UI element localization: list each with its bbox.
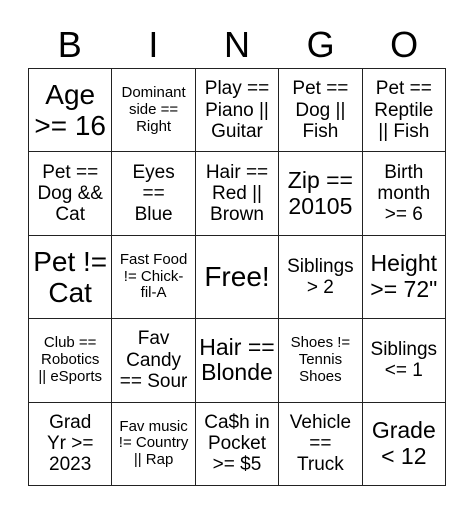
bingo-grid	[28, 68, 446, 486]
bingo-cell-25[interactable]	[363, 403, 446, 486]
bingo-cell-2[interactable]	[112, 69, 195, 152]
cell-text: Ca$h in Pocket >= $5	[204, 411, 270, 476]
cell-text: Hair == Blonde	[199, 333, 275, 386]
cell-text: Zip == 20105	[287, 166, 353, 219]
cell-text: Dominant side == Right	[121, 84, 186, 135]
cell-text: Eyes == Blue	[132, 161, 175, 226]
bingo-cell-5[interactable]	[363, 69, 446, 152]
cell-text: Pet == Dog || Fish	[292, 78, 349, 142]
cell-text: Pet == Dog && Cat	[37, 161, 103, 226]
cell-text: Height >= 72"	[370, 250, 438, 302]
cell-text: Shoes != Tennis Shoes	[290, 334, 351, 385]
cell-text: Fast Food != Chick- fil-A	[119, 250, 188, 302]
bingo-cell-22[interactable]	[112, 403, 195, 486]
bingo-cell-17[interactable]	[112, 319, 195, 402]
bingo-cell-24[interactable]	[279, 403, 362, 486]
bingo-cell-3[interactable]	[196, 69, 279, 152]
bingo-cell-21[interactable]	[29, 403, 112, 486]
cell-text: Siblings <= 1	[370, 339, 438, 382]
cell-text: Siblings > 2	[287, 255, 354, 298]
bingo-cell-9[interactable]	[279, 152, 362, 235]
free-space-cell[interactable]	[196, 236, 279, 319]
cell-text: Pet != Cat	[33, 245, 108, 308]
cell-text: Birth month >= 6	[377, 161, 431, 226]
cell-text: Age >= 16	[34, 78, 107, 142]
bingo-cell-1[interactable]	[29, 69, 112, 152]
cell-text: Vehicle == Truck	[289, 411, 352, 476]
bingo-cell-18[interactable]	[196, 319, 279, 402]
cell-text: Club == Robotics || eSports	[38, 334, 103, 385]
bingo-cell-20[interactable]	[363, 319, 446, 402]
header-letter-i: I	[148, 24, 159, 65]
cell-text: Grad Yr >= 2023	[46, 411, 94, 476]
bingo-cell-19[interactable]	[279, 319, 362, 402]
bingo-cell-15[interactable]	[363, 236, 446, 319]
cell-text: Fav Candy == Sour	[119, 328, 188, 393]
bingo-cell-10[interactable]	[363, 152, 446, 235]
header-letter-n: N	[223, 24, 250, 65]
bingo-cell-8[interactable]	[196, 152, 279, 235]
header-letter-o: O	[390, 24, 419, 65]
bingo-cell-7[interactable]	[112, 152, 195, 235]
header-letter-g: G	[306, 24, 335, 65]
cell-text: Pet == Reptile || Fish	[374, 78, 434, 142]
bingo-cell-6[interactable]	[29, 152, 112, 235]
cell-text: Fav music != Country || Rap	[118, 417, 189, 469]
cell-text: Grade < 12	[371, 417, 436, 469]
bingo-cell-16[interactable]	[29, 319, 112, 402]
cell-text: Hair == Red || Brown	[205, 161, 269, 226]
bingo-header	[28, 22, 446, 68]
bingo-cell-12[interactable]	[112, 236, 195, 319]
bingo-cell-14[interactable]	[279, 236, 362, 319]
bingo-cell-23[interactable]	[196, 403, 279, 486]
cell-text: Play == Piano || Guitar	[204, 78, 270, 142]
bingo-cell-4[interactable]	[279, 69, 362, 152]
header-letter-b: B	[57, 24, 82, 65]
bingo-cell-11[interactable]	[29, 236, 112, 319]
cell-text: Free!	[204, 261, 270, 293]
